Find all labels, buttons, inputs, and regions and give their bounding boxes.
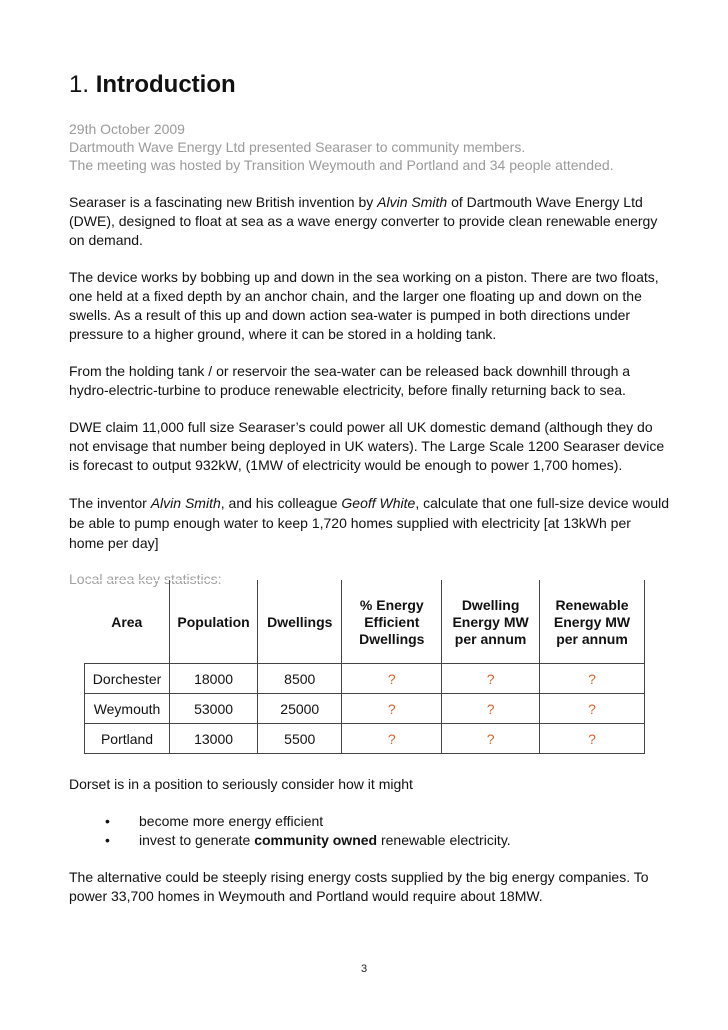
table-cell: 8500	[258, 664, 342, 694]
emphasis-text: community owned	[254, 832, 378, 848]
table-header-renewable-energy: Renewable Energy MW per annum	[540, 581, 645, 664]
table-cell: 53000	[170, 694, 258, 724]
paragraph-dwe-claim: DWE claim 11,000 full size Searaser’s could power all UK domestic demand (although they do not envisage that number being deployed in UK waters). The Large Scale 1200 Searaser device is forecast to output 932kW, (1MW of electricity would be enough to power 1,700 homes).	[69, 419, 665, 473]
table-row	[85, 694, 645, 724]
table-header-dwellings: Dwellings	[258, 581, 342, 664]
page-content	[69, 70, 669, 589]
list-item	[69, 831, 669, 850]
table-cell: 5500	[258, 724, 342, 754]
table-cell: Weymouth	[85, 694, 170, 724]
list-item-text: renewable electricity.	[377, 832, 511, 848]
meeting-date: 29th October 2009	[69, 121, 185, 137]
local-stats-table	[84, 580, 645, 754]
inventor-name: Alvin Smith	[150, 495, 221, 511]
table-row	[85, 724, 645, 754]
table-header-row	[85, 581, 645, 664]
table-cell: ?	[342, 664, 442, 694]
meeting-line-1: Dartmouth Wave Energy Ltd presented Searaser to community members.	[69, 139, 526, 155]
table-header-dwelling-energy: Dwelling Energy MW per annum	[442, 581, 540, 664]
stats-label: Local area key statistics:	[69, 571, 222, 587]
table-cell: ?	[540, 724, 645, 754]
inventor-name: Alvin Smith	[377, 194, 448, 210]
meeting-line-2: The meeting was hosted by Transition Weymouth and Portland and 34 people attended.	[69, 157, 614, 173]
page-content-lower	[69, 775, 669, 906]
paragraph-text: Searaser is a fascinating new British invention by	[69, 194, 378, 210]
bullet-list	[69, 812, 669, 850]
table-cell: ?	[442, 724, 540, 754]
paragraph-searaser-intro	[69, 193, 669, 250]
table-header-energy-efficient: % Energy Efficient Dwellings	[342, 581, 442, 664]
table-cell: 13000	[170, 724, 258, 754]
section-title: Introduction	[95, 71, 236, 98]
list-item-text: become more energy efficient	[139, 813, 324, 829]
section-number: 1.	[69, 71, 90, 98]
table-cell: Dorchester	[85, 664, 170, 694]
table-header-area: Area	[85, 581, 170, 664]
paragraph-closing: The alternative could be steeply rising energy costs supplied by the big energy companies. To power 33,700 homes in Weymouth and Portland would require about 18MW.	[69, 869, 649, 904]
colleague-name: Geoff White	[341, 495, 416, 511]
table-header-population: Population	[170, 581, 258, 664]
list-item-text: invest to generate	[139, 832, 255, 848]
meeting-info	[69, 120, 669, 174]
table-cell: ?	[442, 694, 540, 724]
bullet-icon: •	[105, 813, 110, 829]
table-cell: ?	[342, 694, 442, 724]
table-cell: 25000	[258, 694, 342, 724]
paragraph-text: The inventor	[69, 495, 151, 511]
page-number: 3	[360, 963, 368, 975]
paragraph-device-works: The device works by bobbing up and down in the sea working on a piston. There are two floats, one held at a fixed depth by an anchor chain, and the larger one floating up and down on the swells. As a result of this up and down action sea-water is pumped in both directions under pressure to a higher ground, where it can be stored in a holding tank.	[69, 269, 659, 342]
paragraph-text: , calculate that one full-size device would be able to pump enough water to keep 1,720 homes supplied with electricity [at 13kWh per home per day]	[69, 495, 670, 551]
paragraph-text: , and his colleague	[220, 495, 342, 511]
list-item	[69, 812, 669, 831]
table-cell: ?	[540, 694, 645, 724]
paragraph-text: of Dartmouth Wave Energy Ltd (DWE), designed to float at sea as a wave energy converter to provide clean renewable energy on demand.	[69, 194, 658, 248]
table-row	[85, 664, 645, 694]
paragraph-inventor-calc	[69, 493, 669, 553]
section-heading	[69, 70, 669, 100]
table-cell: ?	[540, 664, 645, 694]
table-cell: ?	[342, 724, 442, 754]
table-cell: ?	[442, 664, 540, 694]
table-cell: Portland	[85, 724, 170, 754]
table-cell: 18000	[170, 664, 258, 694]
paragraph-holding-tank: From the holding tank / or reservoir the sea-water can be released back downhill through a hydro-electric-turbine to produce renewable electricity, before finally returning back to sea.	[69, 363, 631, 398]
dorset-intro: Dorset is in a position to seriously consider how it might	[69, 776, 413, 792]
bullet-icon: •	[105, 832, 110, 848]
